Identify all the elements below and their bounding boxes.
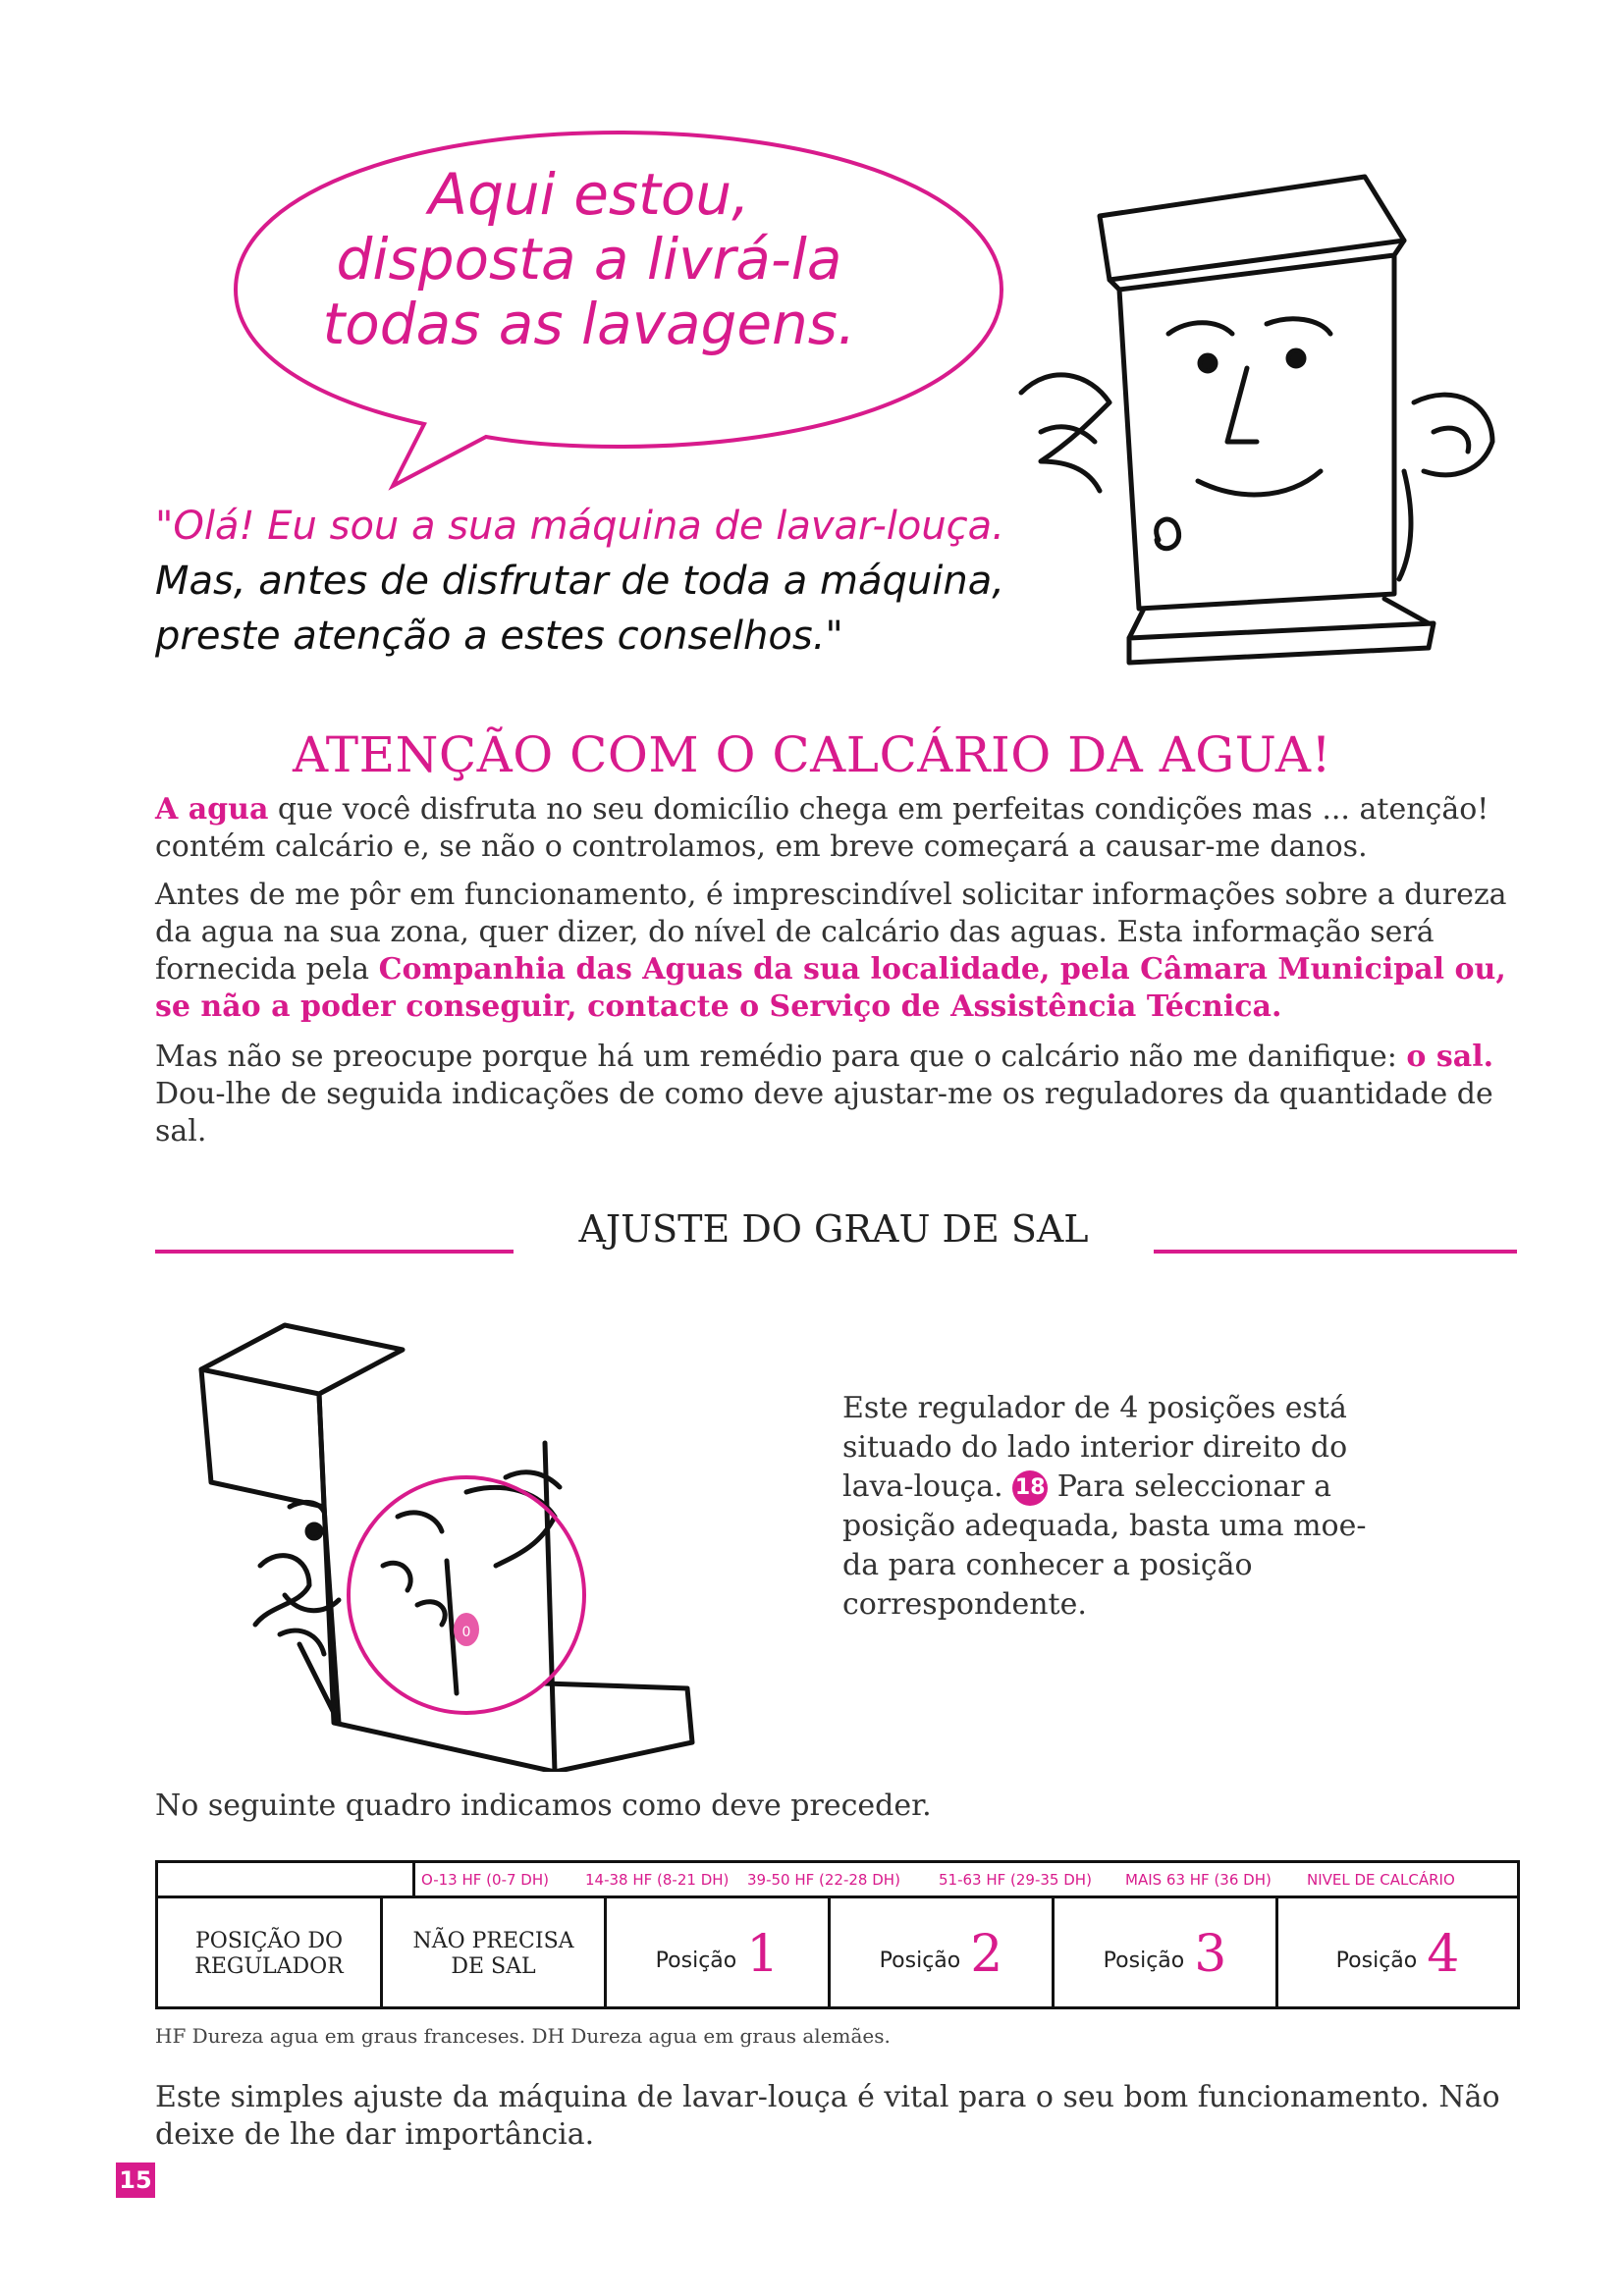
table-header-empty-cell bbox=[158, 1863, 415, 1898]
table-footnote: HF Dureza agua em graus franceses. DH Dureza agua em graus alemães. bbox=[155, 2024, 891, 2048]
position-label: Posição bbox=[1335, 1948, 1418, 1973]
table-row-label-cell bbox=[158, 1898, 383, 2009]
table-header-cell: NIVEL DE CALCÁRIO bbox=[1307, 1871, 1455, 1889]
paragraph-water bbox=[155, 791, 1530, 866]
main-heading: ATENÇÃO COM O CALCÁRIO DA AGUA! bbox=[292, 726, 1332, 783]
intro-quote bbox=[155, 499, 1137, 664]
paragraph-hardness-text: Antes de me pôr em funcionamento, é imprescindível solicitar informações sobre a dureza da agua na sua zona, quer dizer, do nível de calcário das aguas. Esta informação será fornecida pela bbox=[155, 878, 1507, 987]
intro-line-3: preste atenção a estes conselhos." bbox=[155, 614, 843, 659]
dishwasher-regulator-illustration bbox=[191, 1310, 741, 1772]
paragraph-hardness-highlight: Companhia das Aguas da sua localidade, pela Câmara Municipal ou, se não a poder conseguir, contacte o Serviço de Assistência Técnica. bbox=[155, 952, 1506, 1024]
position-number: 3 bbox=[1194, 1924, 1227, 1984]
table-cell-position-3 bbox=[1055, 1898, 1278, 2009]
bubble-line-3: todas as lavagens. bbox=[322, 291, 856, 357]
table-cell-no-salt-text: NÃO PRECISA DE SAL bbox=[412, 1928, 574, 1979]
table-cell-position-4 bbox=[1278, 1898, 1517, 2009]
position-label: Posição bbox=[1103, 1948, 1185, 1973]
bubble-line-1: Aqui estou, bbox=[428, 161, 750, 228]
table-cell-no-salt bbox=[383, 1898, 607, 2009]
position-label: Posição bbox=[879, 1948, 961, 1973]
table-header-row bbox=[158, 1863, 1517, 1898]
paragraph-water-text: que você disfruta no seu domicílio chega em perfeitas condições mas ... atenção! contém calcário e, se não o controlamos, em breve começará a causar-me danos. bbox=[155, 792, 1489, 864]
table-header-cell: 14-38 HF (8-21 DH) bbox=[585, 1871, 730, 1889]
bubble-text bbox=[245, 162, 933, 356]
table-header-cell: O-13 HF (0-7 DH) bbox=[421, 1871, 549, 1889]
table-header-cell: 39-50 HF (22-28 DH) bbox=[747, 1871, 900, 1889]
position-number: 4 bbox=[1427, 1924, 1460, 1984]
table-header-cell: 51-63 HF (29-35 DH) bbox=[939, 1871, 1092, 1889]
position-number: 1 bbox=[746, 1924, 780, 1984]
page-number: 15 bbox=[116, 2163, 155, 2198]
paragraph-salt-text: Mas não se preocupe porque há um remédio para que o calcário não me danifique: bbox=[155, 1040, 1407, 1074]
reference-badge: 18 bbox=[1012, 1470, 1048, 1506]
table-intro: No seguinte quadro indicamos como deve preceder. bbox=[155, 1789, 932, 1823]
intro-line-1: "Olá! Eu sou a sua máquina de lavar-louça. bbox=[155, 504, 1004, 549]
paragraph-salt-highlight: o sal. bbox=[1406, 1040, 1494, 1074]
position-label: Posição bbox=[655, 1948, 737, 1973]
table-cell-position-1 bbox=[607, 1898, 831, 2009]
salt-regulator-table bbox=[155, 1860, 1520, 2009]
paragraph-water-highlight: A agua bbox=[155, 792, 269, 827]
paragraph-salt-text-2: Dou-lhe de seguida indicações de como deve ajustar-me os reguladores da quantidade de sal. bbox=[155, 1077, 1493, 1148]
regulator-description bbox=[842, 1389, 1373, 1625]
paragraph-salt bbox=[155, 1039, 1530, 1150]
table-header-cell: MAIS 63 HF (36 DH) bbox=[1125, 1871, 1272, 1889]
closing-paragraph: Este simples ajuste da máquina de lavar-louça é vital para o seu bom funcionamento. Não deixe de lhe dar importância. bbox=[155, 2080, 1500, 2152]
regulator-text-1: Este regulador de 4 posições está situado do lado interior direito do lava-louça. bbox=[842, 1391, 1348, 1504]
svg-text:0: 0 bbox=[461, 1625, 471, 1640]
position-number: 2 bbox=[970, 1924, 1003, 1984]
section-divider-right bbox=[1154, 1250, 1517, 1254]
paragraph-hardness bbox=[155, 877, 1530, 1026]
intro-line-2: Mas, antes de disfrutar de toda a máquina, bbox=[155, 559, 1004, 604]
regulator-text-2: Para seleccionar a posição adequada, basta uma moe-da para conhecer a posição correspondente. bbox=[842, 1469, 1367, 1622]
bubble-line-2: disposta a livrá-la bbox=[336, 226, 842, 293]
table-row-label: POSIÇÃO DO REGULADOR bbox=[194, 1928, 344, 1979]
table-cell-position-2 bbox=[831, 1898, 1055, 2009]
section-heading: AJUSTE DO GRAU DE SAL bbox=[578, 1207, 1089, 1251]
section-divider-left bbox=[155, 1250, 514, 1254]
